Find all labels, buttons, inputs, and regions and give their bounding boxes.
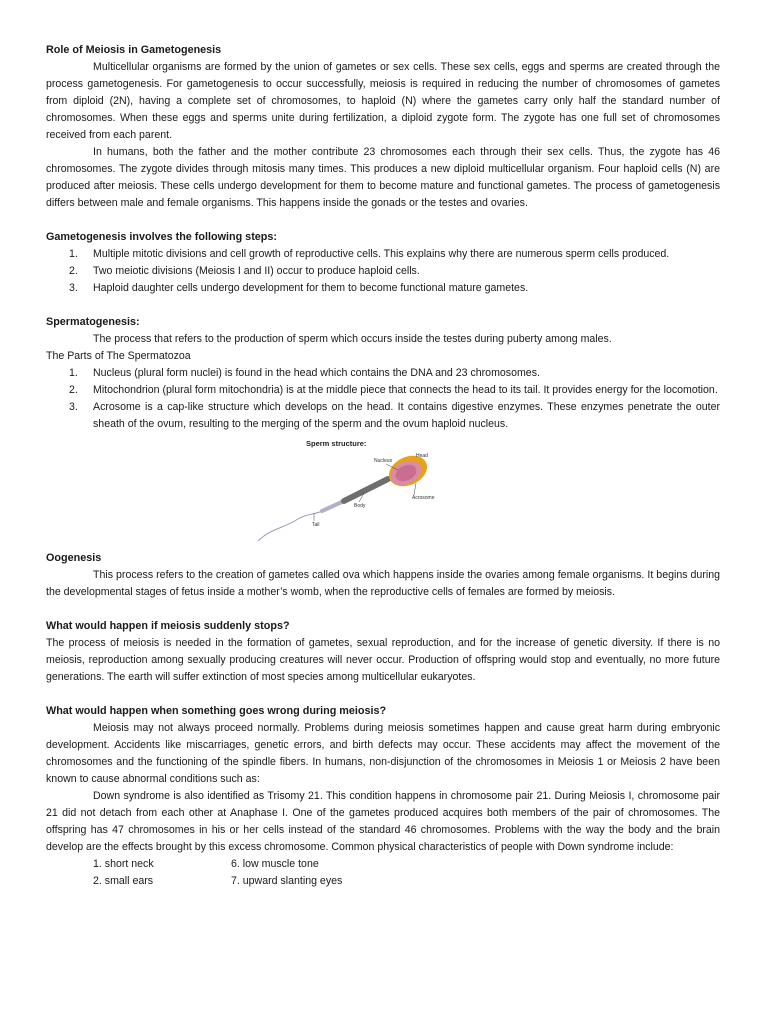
sperm-tail-start: [322, 501, 344, 511]
label-body: Body: [354, 503, 366, 509]
figure-title: Sperm structure:: [306, 439, 367, 448]
list-item: 1. Multiple mitotic divisions and cell growth of reproductive cells. This explains why there are numerous sperm cells produced.: [69, 248, 670, 260]
list-item: 1. Nucleus (plural form nuclei) is found in the head which contains the DNA and 23 chromosomes.: [69, 367, 540, 379]
paragraph-meiosis-wrong-1: Meiosis may not always proceed normally. Problems during meiosis sometimes happen and cause great harm during embryonic development. Accidents like miscarriages, genetic errors, and birth defects may occur. These accidents may affect the movement of the chromosomes and the functioning of the spindle fibers. In humans, non-disjunction of the chromosomes in Meiosis 1 or Meiosis 2 have been known to cause abnormal conditions such as:: [46, 722, 720, 785]
paragraph-role-2: In humans, both the father and the mother contribute 23 chromosomes each through their sex cells. Thus, the zygote has 46 chromosomes. The zygote divides through mitosis many times. This produces a new diploid multicellular organism. Four haploid cells (N) are produced after meiosis. These cells undergo development for them to become mature and functional gametes. The process of gametogenesis differs between male and female organisms. This happens inside the gonads or the testes and ovaries.: [46, 146, 720, 209]
sperm-structure-figure: [46, 433, 720, 550]
paragraph-meiosis-stops: The process of meiosis is needed in the formation of gametes, sexual reproduction, and for the increase of genetic diversity. If there is no meiosis, reproduction among sexually producing creatures will never occur. Production of offspring would stop and eventually, no more future generations. The earth will suffer extinction of most species among multicellular eukaryotes.: [46, 637, 720, 683]
heading-role-of-meiosis: Role of Meiosis in Gametogenesis: [46, 44, 222, 56]
heading-meiosis-wrong: What would happen when something goes wrong during meiosis?: [46, 705, 387, 717]
paragraph-spermatogenesis: The process that refers to the production of sperm which occurs inside the testes during puberty among males.: [93, 333, 612, 345]
heading-oogenesis: Oogenesis: [46, 552, 102, 564]
sperm-parts-list: [46, 365, 720, 433]
paragraph-down-syndrome: Down syndrome is also identified as Trisomy 21. This condition happens in chromosome pair 21. During Meiosis I, chromosome pair 21 did not detach from each other at Anaphase I. One of the gametes produced acquires both members of the pair of chromosomes. The offspring has 47 chromosomes in his or her cells instead of the standard 46 chromosomes. Problems with the way the body and the brain develop are the effects brought by this excess chromosome. Common physical characteristics of people with Down syndrome include:: [46, 790, 720, 853]
paragraph-role-1: Multicellular organisms are formed by the union of gametes or sex cells. These sex cells, eggs and sperms are created through the process gametogenesis. For gametogenesis to occur successfully, meiosis is required in reducing the number of chromosomes of gametes from diploid (2N), having a complete set of chromosomes, to haploid (N) where the gametes carry only half the standard number of chromosomes. When these eggs and sperms unite during fertilization, a diploid zygote form. The zygote has one full set of chromosomes received from each parent.: [46, 61, 720, 141]
label-acrosome: Acrosome: [412, 495, 435, 501]
list-item: 2. small ears: [93, 875, 154, 887]
heading-meiosis-stops: What would happen if meiosis suddenly stops?: [46, 620, 290, 632]
label-tail: Tail: [312, 522, 320, 528]
list-item: 6. low muscle tone: [231, 858, 319, 870]
list-item: 1. short neck: [93, 858, 154, 870]
list-item: 3. Haploid daughter cells undergo development for them to become functional mature gametes.: [69, 282, 529, 294]
down-syndrome-characteristics-row-2: [46, 873, 720, 890]
label-head: Head: [416, 453, 428, 459]
list-item: 7. upward slanting eyes: [231, 875, 343, 887]
list-item: 2. Mitochondrion (plural form mitochondria) is at the middle piece that connects the head to its tail. It provides energy for the locomotion.: [69, 384, 718, 396]
pointer-acrosome: [414, 483, 416, 495]
list-item: 3. Acrosome is a cap-like structure which develops on the head. It contains digestive enzymes. These enzymes penetrate the outer sheath of the ovum, resulting to the merging of the sperm and the ovum haploid nucleus.: [69, 401, 720, 430]
heading-gametogenesis-steps: Gametogenesis involves the following steps:: [46, 231, 277, 243]
sperm-diagram: [256, 433, 446, 546]
down-syndrome-characteristics-row-1: [46, 856, 720, 873]
paragraph-oogenesis: This process refers to the creation of gametes called ova which happens inside the ovaries among female organisms. It begins during the developmental stages of fetus inside a mother’s womb, when the reproductive cells of females are formed by meiosis.: [46, 569, 720, 598]
sperm-midpiece: [344, 479, 388, 501]
document-content: [46, 42, 720, 890]
heading-spermatogenesis: Spermatogenesis:: [46, 316, 140, 328]
steps-list: [46, 246, 720, 297]
label-nucleus: Nucleus: [374, 458, 393, 464]
list-item: 2. Two meiotic divisions (Meiosis I and II) occur to produce haploid cells.: [69, 265, 420, 277]
parts-title: The Parts of The Spermatozoa: [46, 350, 191, 362]
